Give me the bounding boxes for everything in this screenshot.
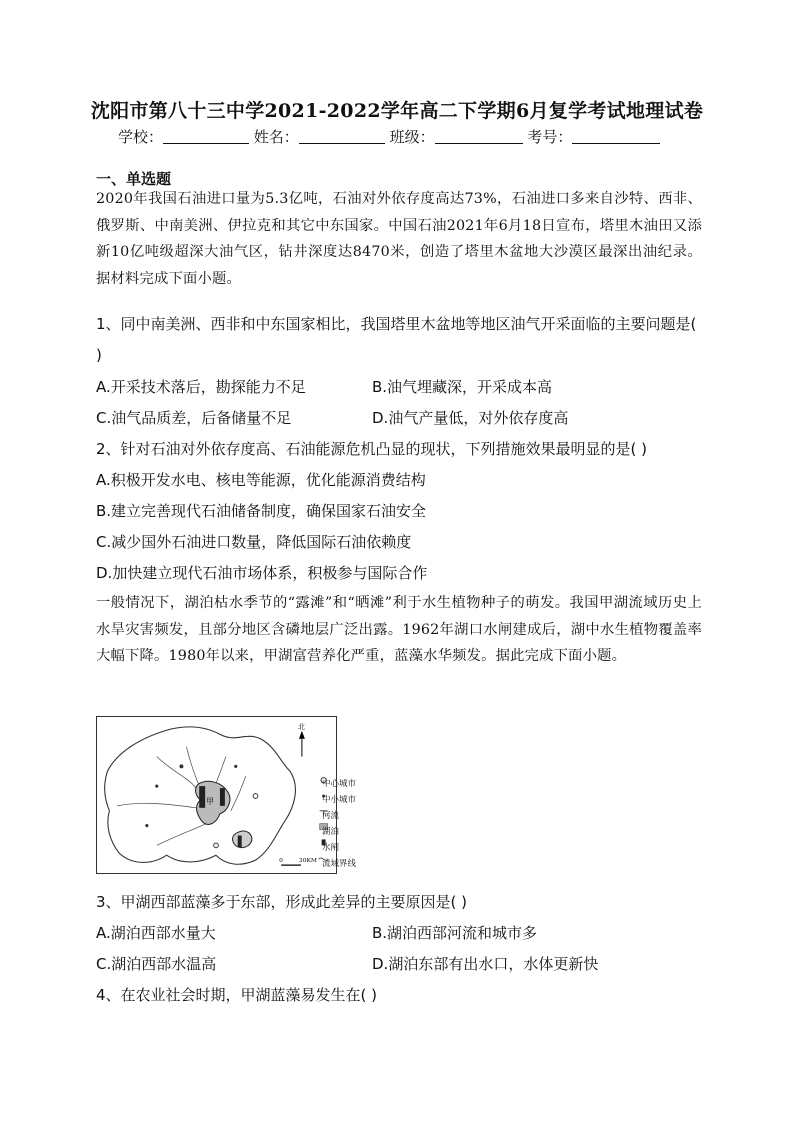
class-blank [435,129,523,144]
question-1-stem: 1、同中南美洲、西非和中东国家相比，我国塔里木盆地等地区油气开采面临的主要问题是( ) [96,315,697,364]
legend-small-city: 中小城市 [322,795,357,805]
map-legend [322,776,356,872]
page-title: 沈阳市第八十三中学2021-2022学年高二下学期6月复学考试地理试卷 [90,100,704,122]
scale-zero: 0 [279,858,283,865]
q3-option-a[interactable]: A.湖泊西部水量大 [96,924,216,942]
q1-option-c[interactable]: C.油气品质差，后备储量不足 [96,409,292,427]
q2-option-a[interactable]: A.积极开发水电、核电等能源，优化能源消费结构 [96,471,426,489]
section-title: 一、单选题 [96,170,172,188]
question-2-stem: 2、针对石油对外依存度高、石油能源危机凸显的现状，下列措施效果最明显的是( ) [96,440,648,458]
school-blank [163,129,249,144]
lake-south [232,831,251,848]
exam-no-label: 考号： [527,128,573,146]
q1-option-a[interactable]: A.开采技术落后，勘探能力不足 [96,378,306,396]
legend-basin-boundary: 流域界线 [322,859,357,869]
legend-sluice: 水闸 [322,843,340,853]
name-blank [299,129,385,144]
name-label: 姓名： [253,128,299,146]
q3-option-c[interactable]: C.湖泊西部水温高 [96,955,217,973]
q2-option-c[interactable]: C.减少国外石油进口数量，降低国际石油依赖度 [96,533,412,551]
q3-option-d[interactable]: D.湖泊东部有出水口，水体更新快 [372,955,599,973]
q1-option-b[interactable]: B.油气埋藏深，开采成本高 [372,378,553,396]
river-east [231,776,246,811]
passage-oil: 2020年我国石油进口量为5.3亿吨，石油对外依存度高达73%，石油进口多来自沙特、西非、俄罗斯、中南美洲、伊拉克和其它中东国家。中国石油2021年6月18日宣布，塔里木油田又添新10亿吨级超深大油气区，钻井深度达8470米，创造了塔里木盆地大沙漠区最深出油纪录。据材料完成下面小题。 [96,191,702,287]
lake-basin-map [96,716,337,874]
question-4-stem: 4、在农业社会时期，甲湖蓝藻易发生在( ) [96,986,378,1004]
q2-option-d[interactable]: D.加快建立现代石油市场体系，积极参与国际合作 [96,564,428,582]
school-label: 学校： [118,128,164,146]
class-label: 班级： [389,128,435,146]
river-south [157,824,206,846]
passage-lake: 一般情况下，湖泊枯水季节的“露滩”和“晒滩”利于水生植物种子的萌发。我国甲湖流域历史上水旱灾害频发，且部分地区含磷地层广泛出露。1962年湖口水闸建成后，湖中水生植物覆盖率大幅下降。1980年以来，甲湖富营养化严重，蓝藻水华频发。据此完成下面小题。 [96,595,702,664]
legend-central-city: 中心城市 [322,779,357,789]
student-info-line [118,126,660,147]
legend-river: 河流 [322,811,340,821]
exam-no-blank [572,129,660,144]
legend-lake: 湖泊 [322,827,340,837]
map-drawing [97,717,336,873]
north-label: 北 [297,722,305,731]
scale-value: 30KM [298,858,317,865]
q2-option-b[interactable]: B.建立完善现代石油储备制度，确保国家石油安全 [96,502,427,520]
question-3-stem: 3、甲湖西部蓝藻多于东部，形成此差异的主要原因是( ) [96,893,468,911]
q3-option-b[interactable]: B.湖泊西部河流和城市多 [372,924,538,942]
river-west [117,803,196,808]
lake-label: 甲 [206,796,215,806]
q1-option-d[interactable]: D.油气产量低，对外依存度高 [372,409,569,427]
